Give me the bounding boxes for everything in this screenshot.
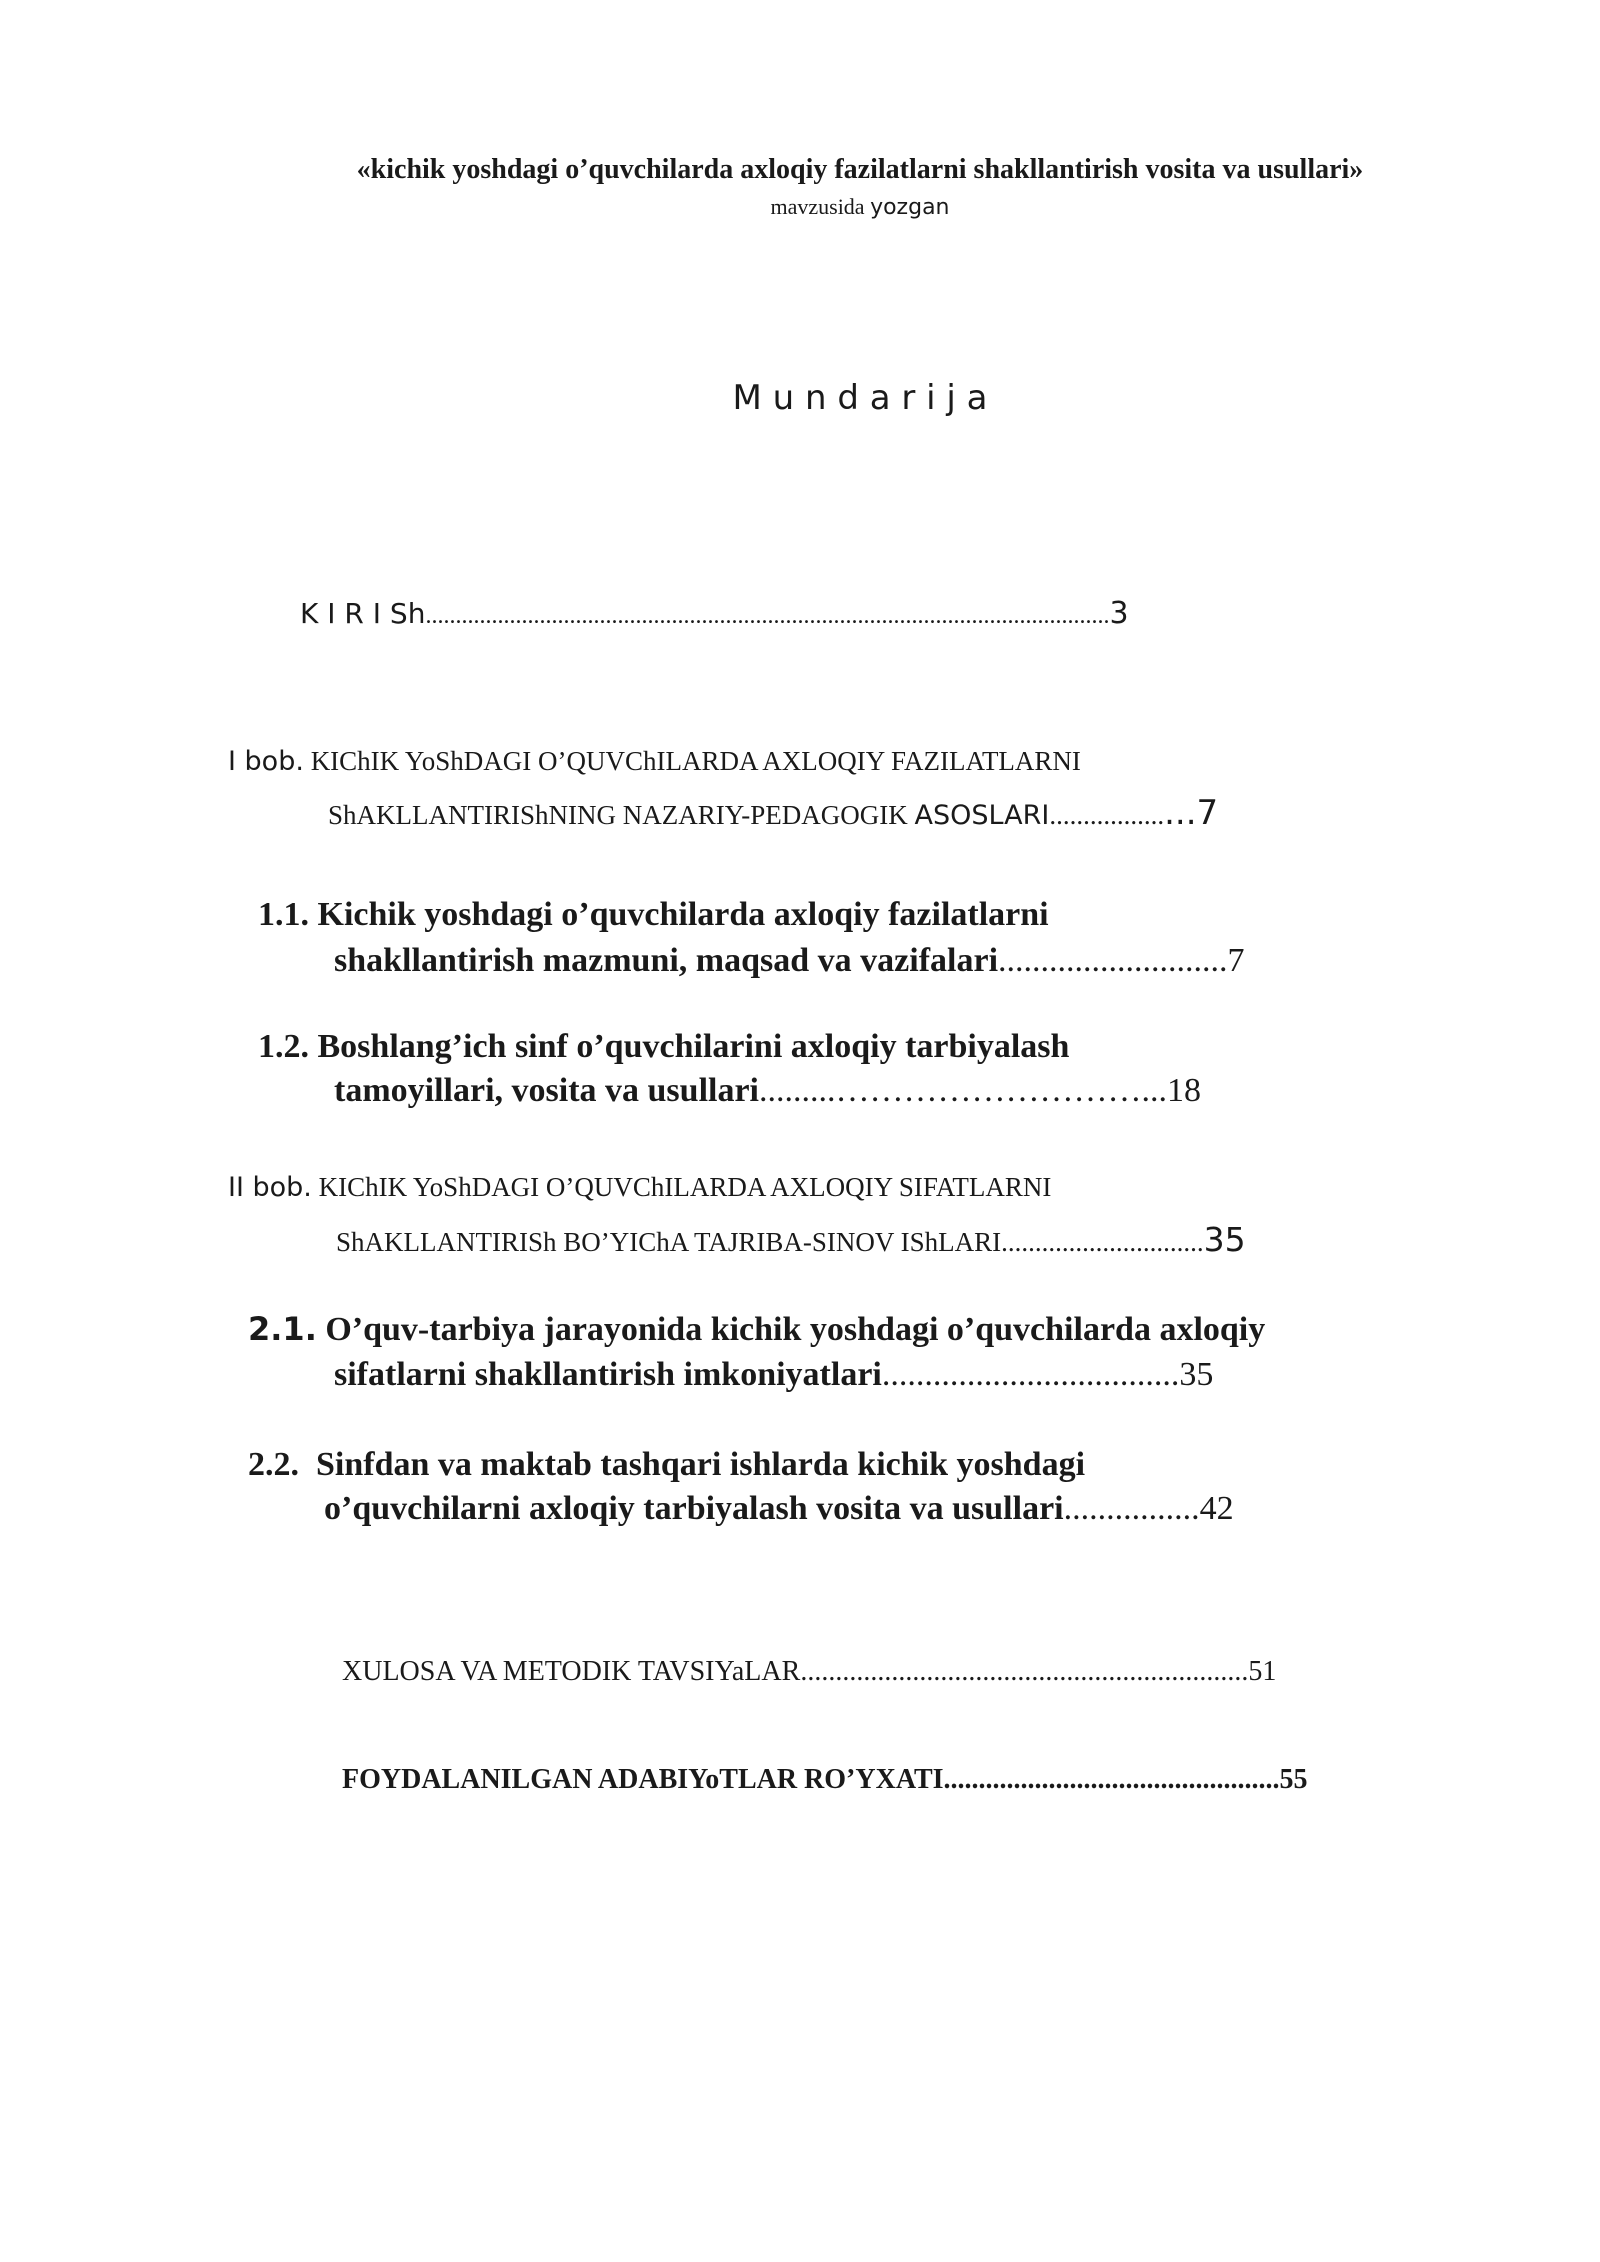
references-label: FOYDALANILGAN ADABIYoTLAR RO’YXATI	[342, 1764, 944, 1795]
xulosa-page: 51	[1248, 1656, 1277, 1687]
s2-2-title-line1: Sinfdan va maktab tashqari ishlarda kichik yoshdagi	[316, 1446, 1086, 1483]
s2-1-title-line1: O’quv-tarbiya jarayonida kichik yoshdagi o’quvchilarda axloqiy	[325, 1311, 1266, 1348]
toc-entry-bob2-line1	[228, 1172, 1051, 1203]
s2-2-dots: ................	[1063, 1490, 1200, 1527]
bob2-page: 35	[1203, 1220, 1246, 1259]
s1-2-title-line2: tamoyillari, vosita va usullari	[334, 1072, 759, 1109]
toc-entry-2-2-line2	[324, 1490, 1234, 1528]
references-dots: ................................................	[943, 1764, 1280, 1795]
toc-entry-kirish	[300, 596, 1129, 631]
references-page: 55	[1279, 1764, 1308, 1795]
toc-heading: M u n d a r i j a	[732, 378, 988, 418]
s1-2-dots-mid: ………………………	[835, 1072, 1142, 1109]
toc-entry-2-2-line1	[248, 1446, 1085, 1484]
bob1-title-line1: KIChIK YoShDAGI O’QUVChILARDA AXLOQIY FAZILATLARNI	[310, 746, 1081, 776]
s1-2-dots: .........	[759, 1072, 836, 1109]
kirish-dots: ..................................................................................................................	[425, 603, 1110, 629]
toc-entry-bob1-line2	[328, 793, 1218, 833]
toc-entry-bob2-line2	[336, 1220, 1246, 1259]
s2-1-dots: ...................................	[881, 1356, 1180, 1393]
s2-1-number: 2.1.	[248, 1310, 317, 1348]
bob1-dots: .................	[1049, 800, 1165, 830]
kirish-label: K I R I Sh	[300, 597, 426, 630]
header-title: «kichik yoshdagi o’quvchilarda axloqiy fazilatlarni shakllantirish vosita va usullari»	[356, 154, 1364, 185]
xulosa-dots: ................................................................	[800, 1656, 1249, 1687]
s2-2-title-line2: o’quvchilarni axloqiy tarbiyalash vosita va usullari	[324, 1490, 1064, 1527]
toc-entry-2-1-line1	[248, 1310, 1265, 1349]
toc-entry-xulosa	[342, 1656, 1276, 1688]
xulosa-label: XULOSA VA METODIK TAVSIYaLAR	[342, 1656, 801, 1687]
s1-1-title-line1: Kichik yoshdagi o’quvchilarda axloqiy fazilatlarni	[317, 896, 1049, 933]
s1-2-dots-end: ...	[1141, 1072, 1167, 1109]
bob1-title-line2-end: ASOSLARI	[914, 800, 1050, 831]
toc-entry-2-1-line2	[334, 1356, 1213, 1394]
toc-entry-bob1-line1	[228, 746, 1081, 777]
s2-1-title-line2: sifatlarni shakllantirish imkoniyatlari	[334, 1356, 882, 1393]
header-subtitle	[0, 194, 1600, 220]
toc-entry-1-1-line1	[258, 896, 1049, 934]
toc-entry-references	[342, 1764, 1308, 1796]
s1-1-number: 1.1.	[258, 896, 309, 933]
bob2-prefix: II bob.	[228, 1172, 312, 1203]
toc-entry-1-2-line2	[334, 1072, 1201, 1110]
bob2-dots: ..............................	[1001, 1227, 1204, 1257]
bob2-title-line1: KIChIK YoShDAGI O’QUVChILARDA AXLOQIY SIFATLARNI	[318, 1172, 1052, 1202]
s1-1-title-line2: shakllantirish mazmuni, maqsad va vazifalari	[334, 942, 999, 979]
header-title-wrap	[0, 154, 1600, 186]
s1-1-page: 7	[1227, 942, 1245, 979]
bob2-title-line2: ShAKLLANTIRISh BO’YIChA TAJRIBA-SINOV IShLARI	[336, 1227, 1002, 1257]
toc-entry-1-1-line2	[334, 942, 1245, 980]
bob1-title-line2: ShAKLLANTIRIShNING NAZARIY-PEDAGOGIK	[328, 800, 908, 830]
bob1-prefix: I bob.	[228, 746, 304, 777]
toc-entry-1-2-line1	[258, 1028, 1069, 1066]
subtitle-part-a: mavzusida	[770, 194, 865, 219]
s1-2-number: 1.2.	[258, 1028, 309, 1065]
s1-1-dots: ...........................	[998, 942, 1228, 979]
kirish-page: 3	[1109, 596, 1129, 631]
s1-2-page: 18	[1167, 1072, 1201, 1109]
s2-2-page: 42	[1199, 1490, 1234, 1527]
bob1-dots-big: ...	[1164, 793, 1197, 833]
subtitle-part-b: yozgan	[870, 195, 950, 220]
s2-1-page: 35	[1179, 1356, 1214, 1393]
bob1-page: 7	[1196, 793, 1219, 833]
s1-2-title-line1: Boshlang’ich sinf o’quvchilarini axloqiy tarbiyalash	[317, 1028, 1070, 1065]
s2-2-number: 2.2.	[248, 1446, 299, 1483]
